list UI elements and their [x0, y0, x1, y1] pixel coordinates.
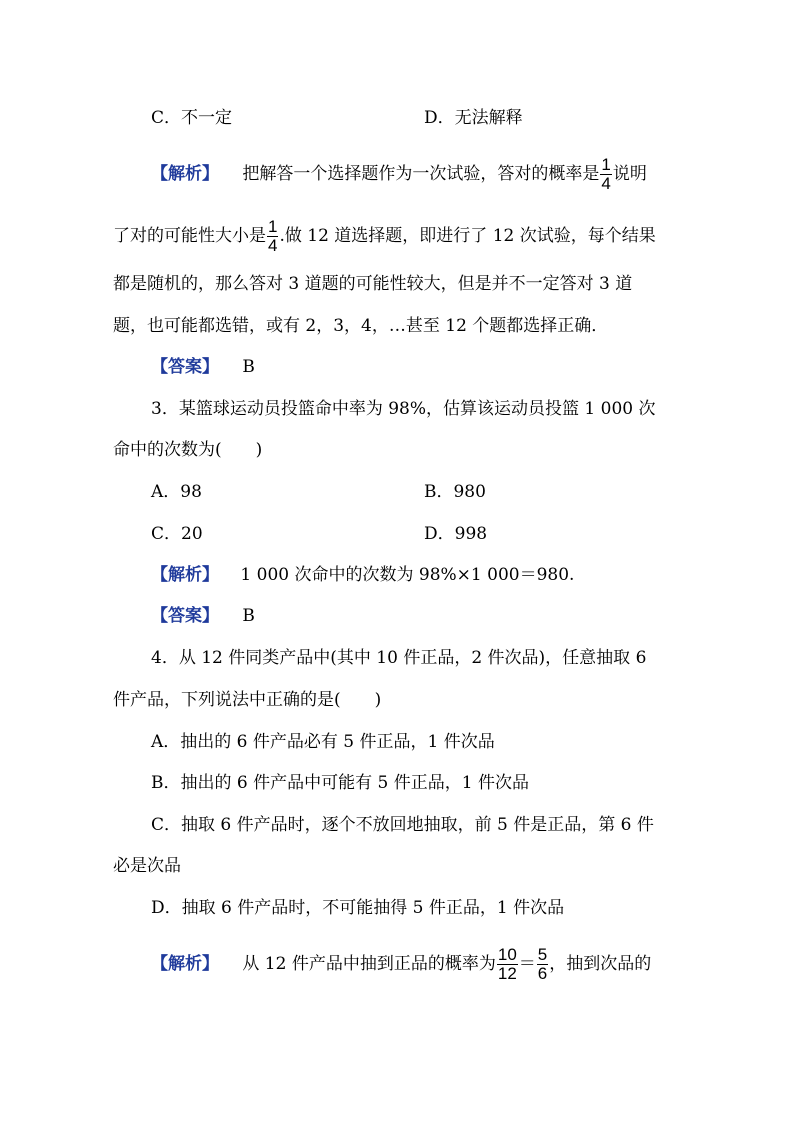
option-c: C．不一定 [151, 108, 233, 128]
q3-option-c: C．20 [151, 524, 203, 544]
equals-sign: ＝ [518, 954, 536, 974]
analysis-line-4: 题，也可能都选错，或有 2，3，4，…甚至 12 个题都选择正确． [113, 316, 609, 336]
q4-option-d: D．抽取 6 件产品时，不可能抽得 5 件正品，1 件次品 [151, 898, 565, 918]
fraction [267, 218, 278, 255]
analysis-text: 了对的可能性大小是 [113, 226, 266, 246]
q3-option-d: D．998 [424, 524, 488, 544]
fraction-denominator: 4 [268, 236, 278, 255]
analysis-line-3: 都是随机的，那么答对 3 道题的可能性较大，但是并不一定答对 3 道 [113, 274, 633, 294]
q3-analysis-line [151, 563, 574, 587]
answer-label: 【答案】 [151, 606, 219, 626]
fraction-denominator: 12 [497, 964, 517, 983]
analysis-label: 【解析】 [151, 954, 219, 974]
q4-option-c-line-1: C．抽取 6 件产品时，逐个不放回地抽取，前 5 件是正品，第 6 件 [151, 815, 654, 835]
q4-option-a: A．抽出的 6 件产品必有 5 件正品，1 件次品 [151, 732, 495, 752]
answer-value: B [242, 357, 255, 377]
question-4-stem-line-1: 4．从 12 件同类产品中(其中 10 件正品，2 件次品)，任意抽取 6 [151, 648, 647, 668]
fraction [537, 946, 548, 983]
fraction-denominator: 6 [537, 964, 548, 983]
analysis-line-2 [113, 218, 656, 255]
option-d: D．无法解释 [424, 108, 523, 128]
fraction [497, 946, 518, 983]
answer-label: 【答案】 [151, 357, 219, 377]
fraction-numerator: 1 [268, 217, 278, 236]
q3-option-b: B．980 [424, 482, 486, 502]
analysis-label: 【解析】 [151, 164, 219, 184]
analysis-label: 【解析】 [151, 565, 219, 585]
answer-line [151, 355, 255, 379]
question-3-stem-line-1: 3．某篮球运动员投篮命中率为 98%，估算该运动员投篮 1 000 次 [151, 399, 656, 419]
analysis-text: 说明 [612, 164, 647, 184]
fraction-numerator: 1 [601, 155, 611, 174]
analysis-line-1 [151, 156, 647, 193]
analysis-text: 从 12 件产品中抽到正品的概率为 [242, 954, 496, 974]
answer-value: B [242, 606, 255, 626]
analysis-text: ，抽到次品的 [549, 954, 652, 974]
fraction [600, 156, 611, 193]
analysis-text: 把解答一个选择题作为一次试验，答对的概率是 [242, 164, 600, 184]
q3-option-a: A．98 [151, 482, 202, 502]
fraction-numerator: 5 [537, 945, 548, 964]
q3-answer-line [151, 604, 255, 628]
question-4-stem-line-2: 件产品，下列说法中正确的是( ) [113, 690, 382, 710]
analysis-text: .做 12 道选择题，即进行了 12 次试验，每个结果 [279, 226, 656, 246]
fraction-numerator: 10 [497, 945, 517, 964]
q4-option-c-line-2: 必是次品 [113, 856, 181, 876]
q4-option-b: B．抽出的 6 件产品中可能有 5 件正品，1 件次品 [151, 773, 529, 793]
fraction-denominator: 4 [601, 174, 611, 193]
q4-analysis-line [151, 946, 651, 983]
question-3-stem-line-2: 命中的次数为( ) [113, 440, 263, 460]
analysis-text: 1 000 次命中的次数为 98%×1 000＝980. [240, 565, 575, 585]
